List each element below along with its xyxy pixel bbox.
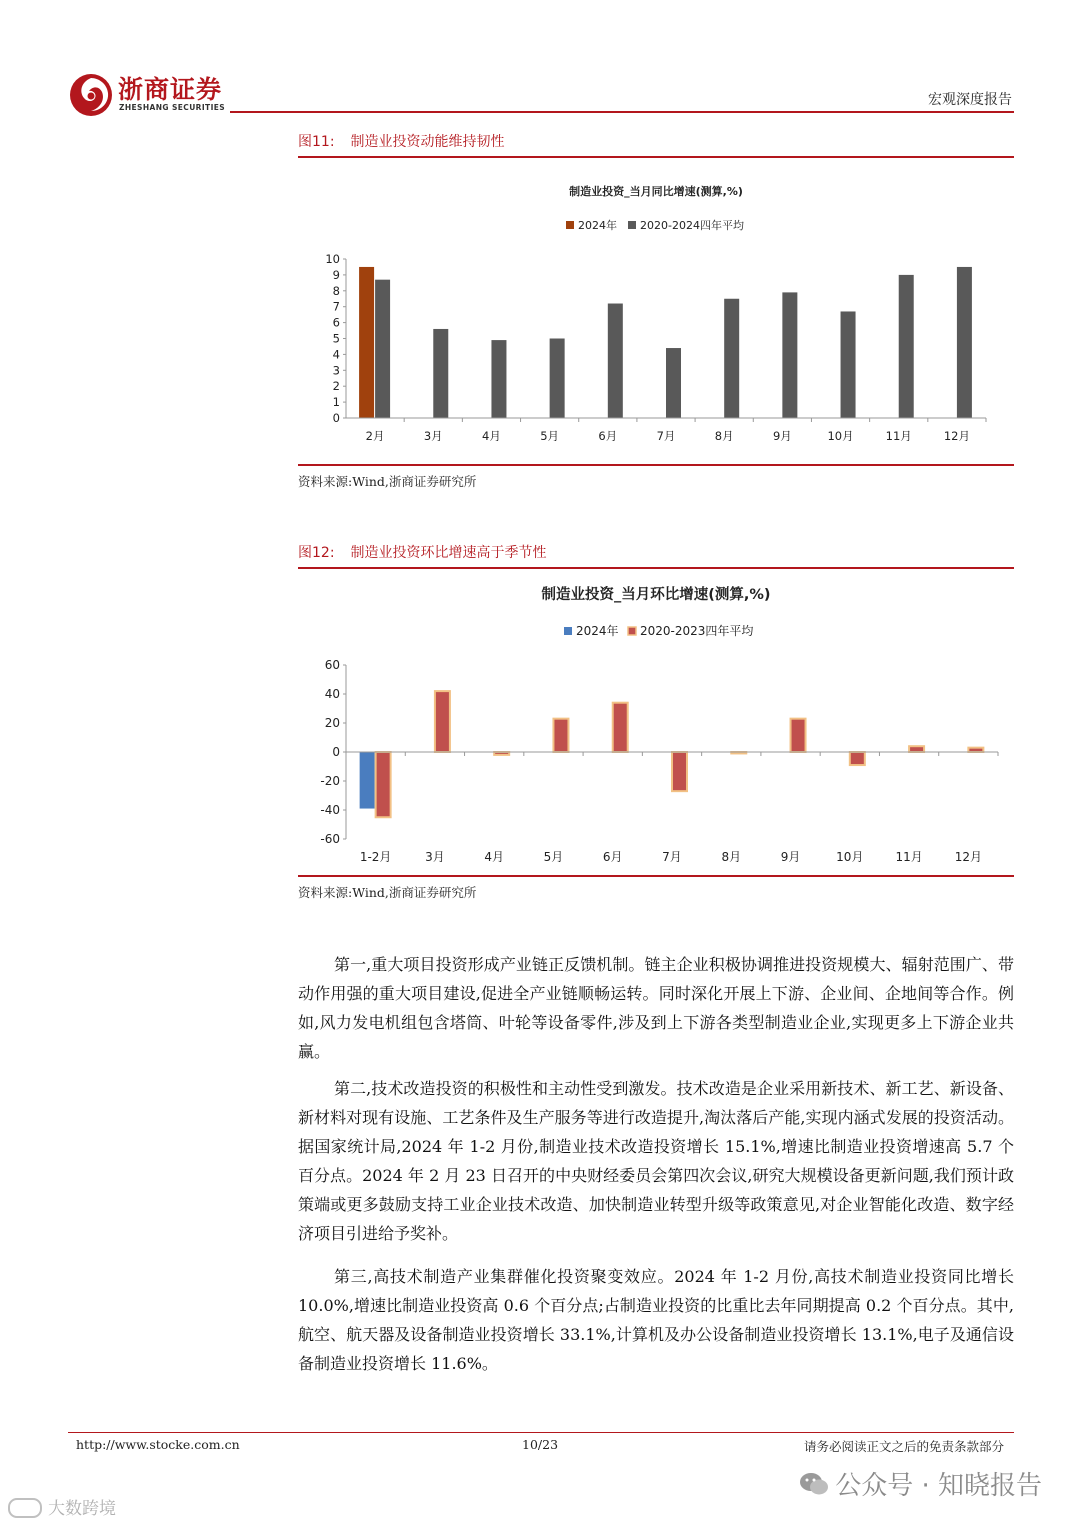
footer-divider — [68, 1432, 1014, 1433]
footer-page-number: 10/23 — [522, 1437, 559, 1452]
legend-swatch-1 — [628, 627, 636, 635]
bar-avg — [791, 719, 806, 752]
x-tick-label: 4月 — [482, 429, 501, 443]
figure-12-top-rule — [298, 567, 1014, 569]
bar-avg — [433, 329, 448, 418]
x-tick-label: 3月 — [425, 850, 445, 864]
figure-12-caption — [298, 542, 547, 562]
bar-avg — [666, 348, 681, 418]
bar-avg — [375, 280, 390, 418]
x-tick-label: 11月 — [885, 429, 912, 443]
bar-avg — [550, 339, 565, 419]
y-tick-label: 20 — [324, 716, 340, 730]
y-tick-label: 0 — [332, 745, 340, 759]
watermark-right-text: 公众号 · 知晓报告 — [835, 1471, 1042, 1501]
watermark-left-text: 大数跨境 — [48, 1499, 116, 1519]
figure-11-source: 资料来源:Wind,浙商证券研究所 — [298, 474, 477, 489]
y-tick-label: 7 — [332, 299, 340, 314]
watermark-left — [8, 1494, 116, 1519]
bar-avg — [957, 267, 972, 418]
legend-swatch-0 — [564, 627, 572, 635]
x-tick-label: 8月 — [714, 429, 734, 443]
x-tick-label: 2月 — [365, 429, 385, 443]
figure-11-top-rule — [298, 156, 1014, 158]
y-tick-label: 9 — [332, 267, 340, 282]
chart-title: 制造业投资_当月环比增速(测算,%) — [541, 587, 771, 603]
figure-11-number: 图11: — [298, 134, 335, 150]
watermark-wechat — [799, 1465, 1042, 1502]
bar-avg — [376, 752, 391, 817]
bar-avg — [850, 752, 865, 765]
y-tick-label: 60 — [324, 658, 340, 672]
x-tick-label: 10月 — [836, 850, 864, 864]
x-tick-label: 7月 — [656, 429, 676, 443]
x-tick-label: 9月 — [772, 429, 792, 443]
paragraph-3: 第三,高技术制造产业集群催化投资聚变效应。2024 年 1-2 月份,高技术制造业投资同比增长 10.0%,增速比制造业投资高 0.6 个百分点;占制造业投资的比重比去年同期提高 0.2 个百分点。其中,航空、航天器及设备制造业投资增长 33.1%,计算机及办公设备制造业投资增长 13.1%,电子及通信设备制造业投资增长 11.6%。 — [298, 1267, 1014, 1373]
legend-label-0: 2024年 — [578, 219, 617, 232]
x-tick-label: 9月 — [780, 850, 801, 864]
y-tick-label: -60 — [320, 832, 340, 846]
header-divider — [230, 111, 1014, 113]
x-tick-label: 1-2月 — [359, 850, 392, 864]
legend-label-0: 2024年 — [576, 624, 619, 638]
legend-label-1: 2020-2023四年平均 — [640, 624, 754, 638]
y-tick-label: 6 — [332, 315, 340, 330]
bar-2024 — [360, 752, 375, 809]
chart-mfg-investment-yoy — [298, 160, 1014, 460]
x-tick-label: 6月 — [602, 850, 623, 864]
figure-11-title: 制造业投资动能维持韧性 — [350, 134, 505, 150]
bar-avg — [672, 752, 687, 791]
brand-name-cn: 浙商证券 — [118, 75, 223, 104]
footer-disclaimer: 请务必阅读正文之后的免责条款部分 — [803, 1439, 1004, 1454]
bar-avg — [968, 748, 983, 752]
report-type: 宏观深度报告 — [928, 92, 1012, 108]
brand-name-en: ZHESHANG SECURITIES — [119, 103, 226, 112]
x-tick-label: 5月 — [540, 429, 560, 443]
x-tick-label: 8月 — [721, 850, 742, 864]
x-tick-label: 11月 — [895, 850, 923, 864]
bar-avg — [724, 299, 739, 418]
figure-12-title: 制造业投资环比增速高于季节性 — [350, 545, 547, 561]
figure-11-bottom-rule — [298, 464, 1014, 466]
x-tick-label: 12月 — [943, 429, 970, 443]
bar-avg — [613, 703, 628, 752]
bar-2024 — [359, 267, 374, 418]
bar-avg — [553, 719, 568, 752]
legend-swatch-1 — [628, 221, 636, 229]
figure-11-caption — [298, 131, 505, 151]
bar-avg — [491, 340, 506, 418]
x-tick-label: 6月 — [598, 429, 618, 443]
x-tick-label: 5月 — [543, 850, 564, 864]
bar-avg — [909, 746, 924, 752]
brand-logo-icon — [68, 72, 114, 118]
y-tick-label: 2 — [332, 379, 340, 394]
x-tick-label: 4月 — [484, 850, 505, 864]
x-tick-label: 12月 — [954, 850, 983, 864]
paragraph-2: 第二,技术改造投资的积极性和主动性受到激发。技术改造是企业采用新技术、新工艺、新设备、新材料对现有设施、工艺条件及生产服务等进行改造提升,淘汰落后产能,实现内涵式发展的投资活动。据国家统计局,2024 年 1-2 月份,制造业技术改造投资增长 15.1%,增速比制造业投资增速高 5.7 个百分点。2024 年 2 月 23 日召开的中央财经委员会第四次会议,研究大规模设备更新问题,我们预计政策端或更多鼓励支持工业企业技术改造、加快制造业转型升级等政策意见,对企业智能化改造、数字经济项目引进给予奖补。 — [298, 1079, 1014, 1243]
y-tick-label: 8 — [332, 283, 340, 298]
watermark-left-icon — [8, 1498, 42, 1518]
paragraph-1: 第一,重大项目投资形成产业链正反馈机制。链主企业积极协调推进投资规模大、辐射范围广、带动作用强的重大项目建设,促进全产业链顺畅运转。同时深化开展上下游、企业间、企地间等合作。例如,风力发电机组包含塔筒、叶轮等设备零件,涉及到上下游各类型制造业企业,实现更多上下游企业共赢。 — [298, 955, 1014, 1061]
figure-12-bottom-rule — [298, 875, 1014, 877]
legend-swatch-0 — [566, 221, 574, 229]
y-tick-label: 40 — [324, 687, 340, 701]
wechat-icon — [799, 1471, 829, 1497]
figure-12-number: 图12: — [298, 545, 335, 561]
y-tick-label: 1 — [332, 395, 340, 410]
bar-avg — [841, 311, 856, 418]
chart-mfg-investment-mom — [298, 571, 1014, 871]
y-tick-label: 3 — [332, 363, 340, 378]
bar-avg — [782, 292, 797, 418]
bar-avg — [899, 275, 914, 418]
legend-label-1: 2020-2024四年平均 — [640, 219, 744, 232]
x-tick-label: 7月 — [662, 850, 682, 864]
x-tick-label: 10月 — [827, 429, 854, 443]
figure-12-source: 资料来源:Wind,浙商证券研究所 — [298, 885, 477, 900]
y-tick-label: 4 — [332, 347, 340, 362]
y-tick-label: -20 — [320, 774, 340, 788]
chart-title: 制造业投资_当月同比增速(测算,%) — [569, 185, 743, 198]
y-tick-label: 5 — [332, 331, 340, 346]
footer-url[interactable]: http://www.stocke.com.cn — [76, 1437, 240, 1452]
y-tick-label: -40 — [320, 803, 340, 817]
y-tick-label: 10 — [325, 252, 340, 266]
bar-avg — [435, 691, 450, 752]
bar-avg — [608, 304, 623, 418]
y-tick-label: 0 — [332, 411, 340, 425]
x-tick-label: 3月 — [423, 429, 443, 443]
